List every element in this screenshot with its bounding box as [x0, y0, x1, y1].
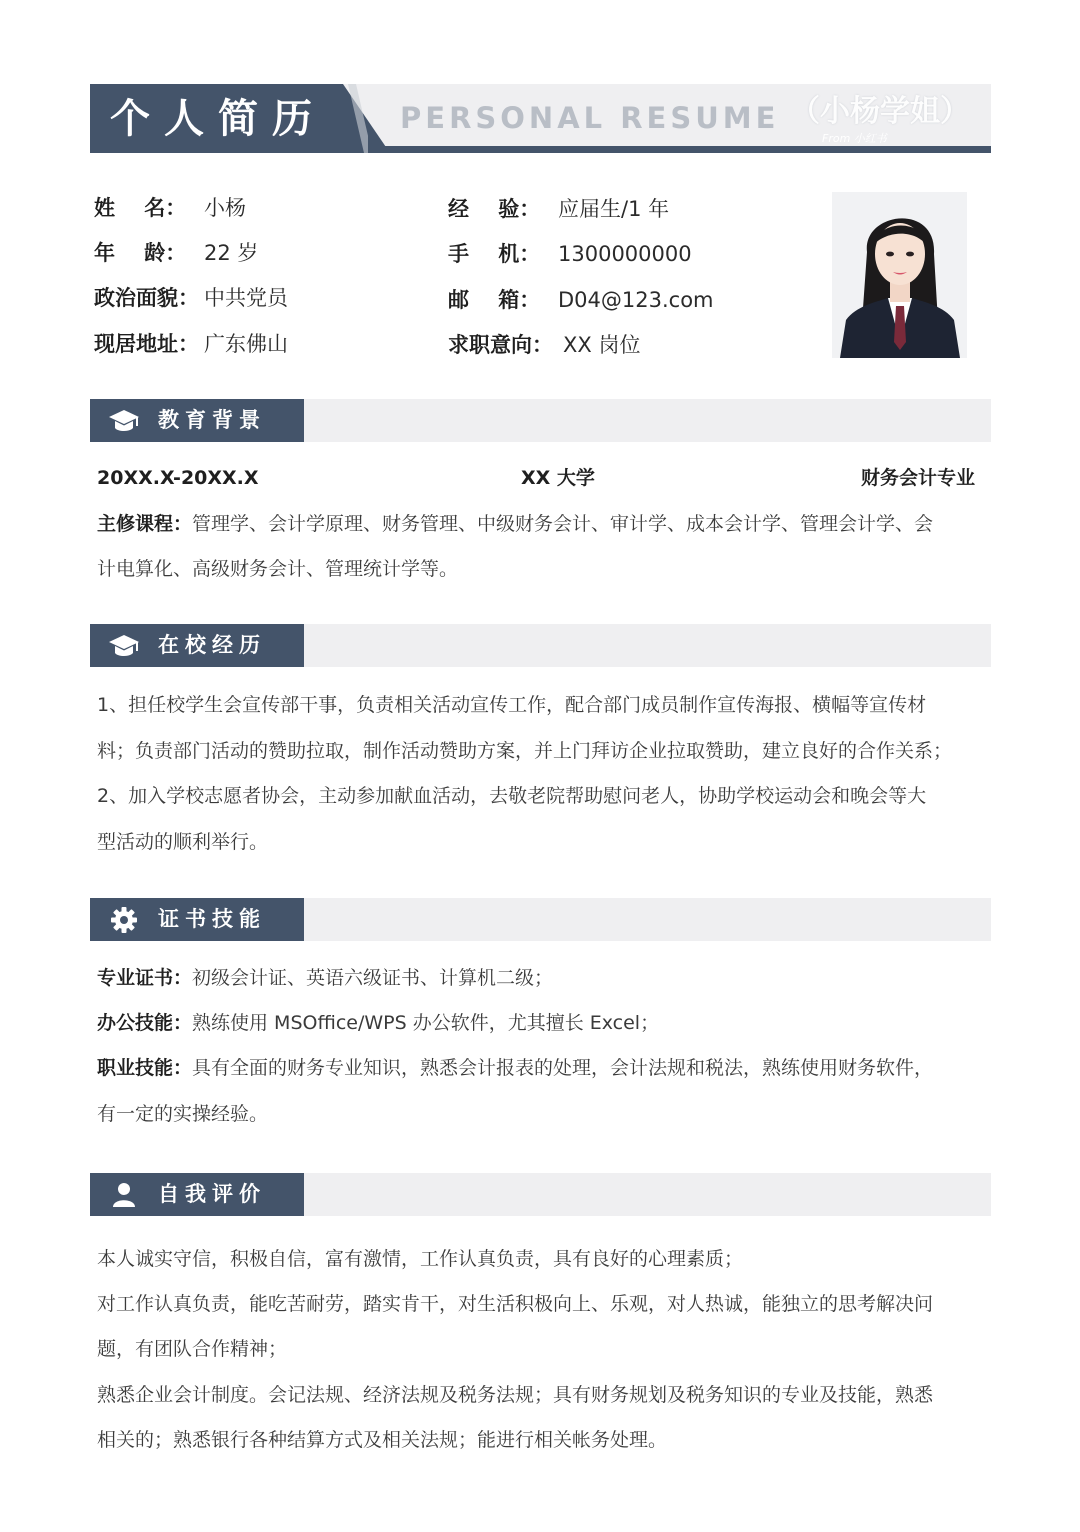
info-experience — [448, 194, 808, 224]
education-school: XX 大学 — [521, 467, 595, 489]
self-eval-line: 对工作认真负责，能吃苦耐劳，踏实肯干，对生活积极向上、乐观，对人热诚，能独立的思考解决问 — [97, 1293, 934, 1315]
education-entry — [97, 463, 975, 493]
skill-professional — [97, 1053, 982, 1083]
self-eval-line: 本人诚实守信，积极自信，富有激情，工作认真负责，具有良好的心理素质； — [97, 1248, 744, 1270]
education-major: 财务会计专业 — [860, 467, 975, 489]
skill-label: 专业证书： — [97, 967, 193, 989]
campus-line: 2、加入学校志愿者协会，主动参加献血活动，去敬老院帮助慰问老人，协助学校运动会和晚会等大 — [97, 785, 927, 807]
info-email — [448, 285, 808, 315]
info-value: XX 岗位 — [563, 333, 641, 357]
skill-office — [97, 1008, 982, 1038]
section-tab — [90, 624, 304, 667]
section-title: 证书技能 — [158, 907, 266, 931]
gear-icon — [108, 905, 140, 935]
info-address — [94, 329, 414, 359]
portrait-illustration — [832, 192, 967, 358]
info-value: 22 岁 — [204, 241, 259, 265]
campus-line: 型活动的顺利举行。 — [97, 831, 269, 853]
info-political-status — [94, 283, 414, 313]
section-tab — [90, 898, 304, 941]
info-label: 政治面貌： — [94, 286, 199, 310]
self-eval-line: 相关的；熟悉银行各种结算方式及相关法规；能进行相关帐务处理。 — [97, 1429, 668, 1451]
info-label: 手 机： — [448, 242, 541, 266]
section-title: 自我评价 — [158, 1182, 266, 1206]
self-eval-line: 熟悉企业会计制度。会记法规、经济法规及税务法规；具有财务规划及税务知识的专业及技能，熟悉 — [97, 1384, 934, 1406]
author-watermark-source: From 小红书 — [822, 132, 887, 145]
info-value: D04@123.com — [558, 288, 714, 312]
skill-certificates — [97, 963, 982, 993]
self-eval-line: 题，有团队合作精神； — [97, 1338, 288, 1360]
info-value: 广东佛山 — [204, 332, 288, 356]
section-header-skills — [90, 898, 991, 941]
section-title: 在校经历 — [158, 633, 266, 657]
graduation-cap-icon — [108, 631, 140, 661]
skill-value: 熟练使用 MSOffice/WPS 办公软件，尤其擅长 Excel； — [192, 1012, 660, 1034]
info-label: 现居地址： — [94, 332, 199, 356]
author-watermark: （小杨学姐） — [790, 94, 970, 129]
info-value: 应届生/1 年 — [558, 197, 670, 221]
profile-photo — [832, 192, 967, 358]
info-phone — [448, 239, 808, 269]
courses-line-cont: 计电算化、高级财务会计、管理统计学等。 — [97, 558, 459, 580]
info-name — [94, 193, 414, 223]
info-value: 中共党员 — [204, 286, 288, 310]
courses-label: 主修课程： — [97, 513, 193, 535]
info-label: 求职意向： — [448, 333, 553, 357]
campus-line: 1、担任校学生会宣传部干事，负责相关活动宣传工作，配合部门成员制作宣传海报、横幅等宣传材 — [97, 694, 927, 716]
info-label: 姓 名： — [94, 196, 187, 220]
info-age — [94, 238, 414, 268]
info-value: 小杨 — [204, 196, 246, 220]
education-period: 20XX.X-20XX.X — [97, 467, 259, 489]
resume-title: 个人简历 — [110, 96, 326, 142]
section-tab — [90, 399, 304, 442]
section-tab — [90, 1173, 304, 1216]
resume-title-english: PERSONAL RESUME — [400, 101, 780, 135]
info-label: 邮 箱： — [448, 288, 541, 312]
info-value: 1300000000 — [558, 242, 692, 266]
skill-value: 初级会计证、英语六级证书、计算机二级； — [192, 967, 554, 989]
campus-line: 料；负责部门活动的赞助拉取，制作活动赞助方案，并上门拜访企业拉取赞助，建立良好的合作关系； — [97, 740, 953, 762]
section-header-self-evaluation — [90, 1173, 991, 1216]
info-job-intention — [448, 330, 808, 360]
courses-line — [97, 509, 982, 539]
skill-professional-cont: 有一定的实操经验。 — [97, 1103, 269, 1125]
graduation-cap-icon — [108, 406, 140, 436]
info-label: 年 龄： — [94, 241, 187, 265]
info-label: 经 验： — [448, 197, 541, 221]
person-icon — [108, 1180, 140, 1210]
section-header-education — [90, 399, 991, 442]
skill-label: 职业技能： — [97, 1057, 193, 1079]
section-header-campus — [90, 624, 991, 667]
courses-text: 管理学、会计学原理、财务管理、中级财务会计、审计学、成本会计学、管理会计学、会 — [192, 513, 934, 535]
skill-value: 具有全面的财务专业知识，熟悉会计报表的处理，会计法规和税法，熟练使用财务软件， — [192, 1057, 934, 1079]
skill-label: 办公技能： — [97, 1012, 193, 1034]
section-title: 教育背景 — [158, 408, 266, 432]
resume-banner — [90, 84, 991, 153]
